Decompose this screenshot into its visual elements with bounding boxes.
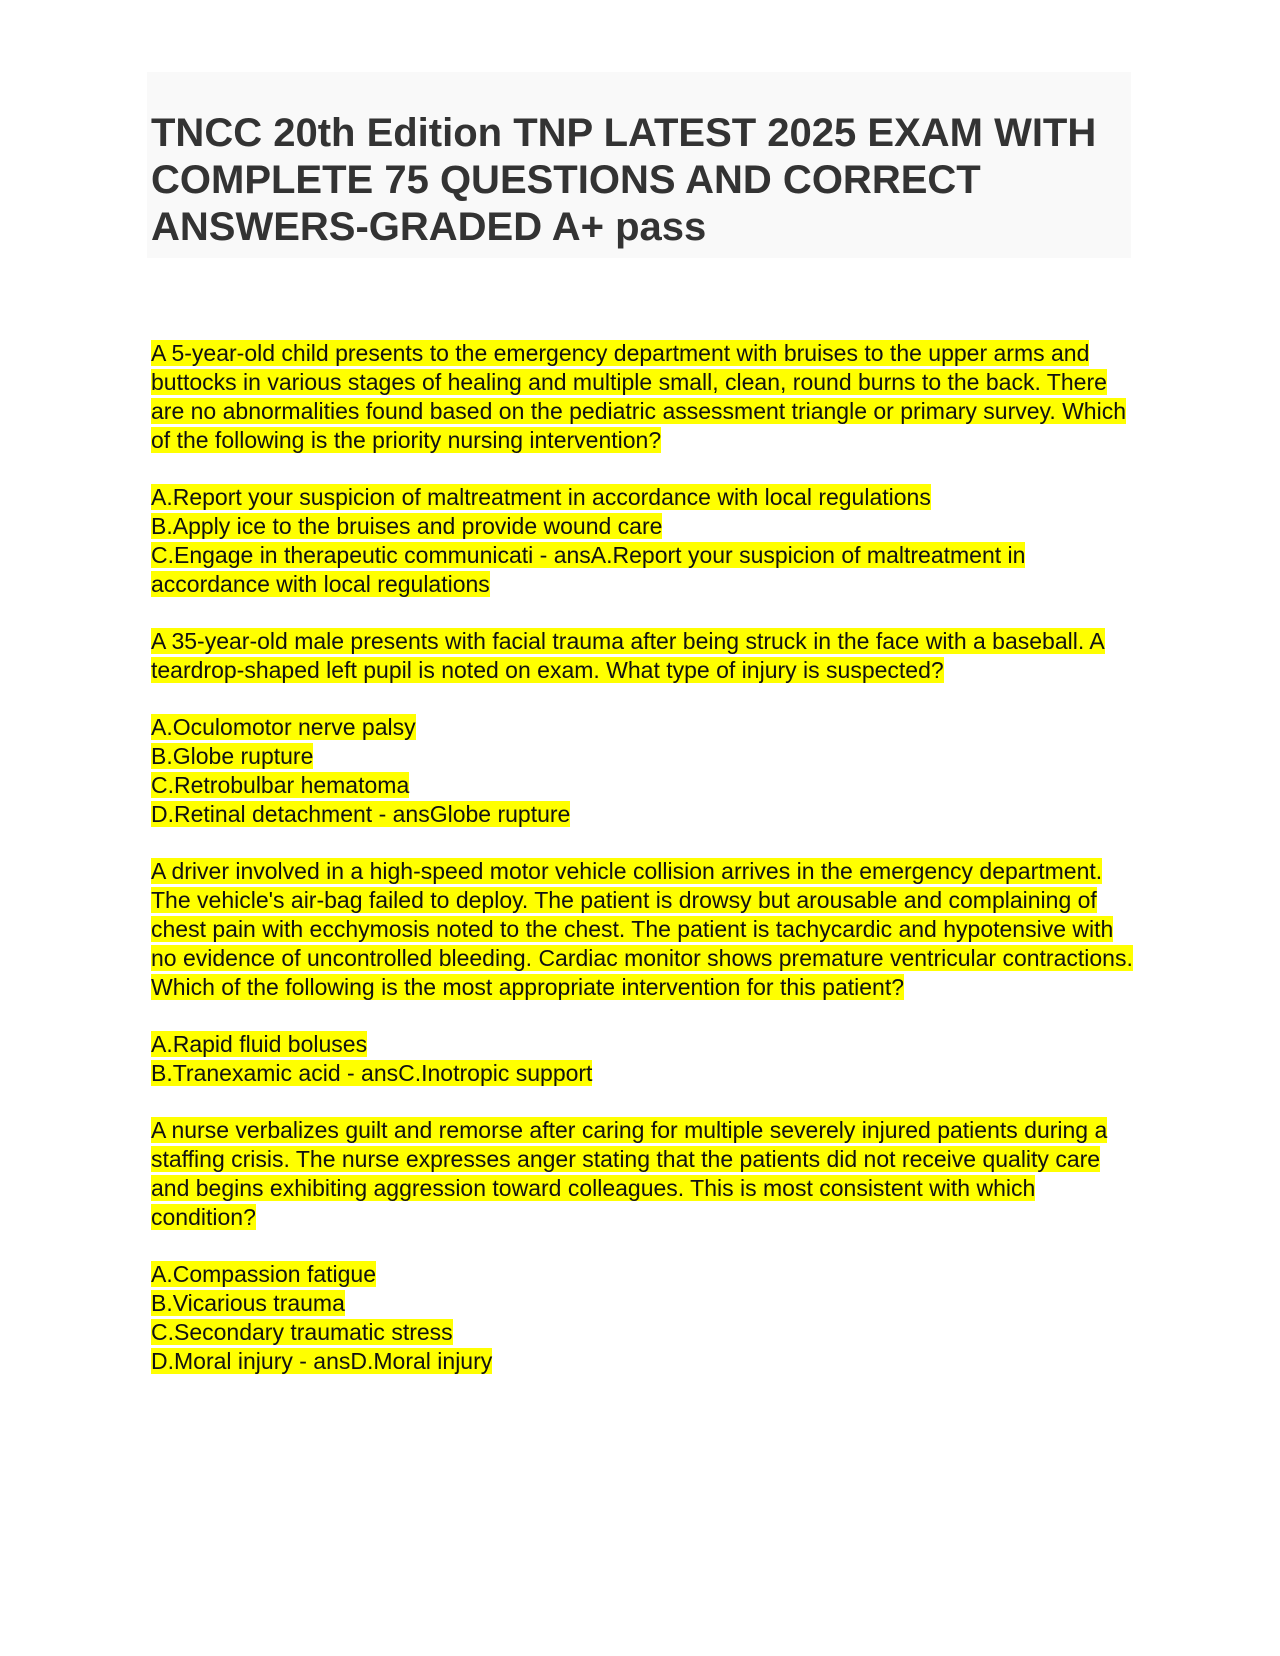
- option-text: C.Secondary traumatic stress: [151, 1319, 453, 1345]
- option-line: [151, 1030, 1136, 1059]
- option-text: C.Retrobulbar hematoma: [151, 772, 410, 798]
- question-4-options: [151, 1260, 1136, 1376]
- option-line: [151, 1318, 1136, 1347]
- option-line: [151, 742, 1136, 771]
- question-3-stem: [151, 857, 1136, 1002]
- document-title: TNCC 20th Edition TNP LATEST 2025 EXAM WITH COMPLETE 75 QUESTIONS AND CORRECT ANSWERS-GRADED A+ pass: [151, 111, 1097, 249]
- option-line: [151, 1260, 1136, 1289]
- option-text: B.Globe rupture: [151, 743, 314, 769]
- option-text: D.Moral injury - ansD.Moral injury: [151, 1348, 493, 1374]
- question-2-stem: [151, 627, 1136, 685]
- question-2-options: [151, 713, 1136, 829]
- option-text: C.Engage in therapeutic communicati - ansA.Report your suspicion of maltreatment in accordance with local regulations: [151, 542, 1026, 597]
- option-text: A.Rapid fluid boluses: [151, 1031, 368, 1057]
- option-line: [151, 1059, 1136, 1088]
- option-line: [151, 483, 1136, 512]
- option-text: B.Apply ice to the bruises and provide wound care: [151, 513, 663, 539]
- option-text: A.Report your suspicion of maltreatment in accordance with local regulations: [151, 484, 931, 510]
- option-line: [151, 771, 1136, 800]
- question-3-options: [151, 1030, 1136, 1088]
- question-1-options: [151, 483, 1136, 599]
- question-4-stem: [151, 1116, 1136, 1232]
- option-line: [151, 541, 1136, 599]
- option-text: A.Oculomotor nerve palsy: [151, 714, 416, 740]
- question-stem-text: A driver involved in a high-speed motor vehicle collision arrives in the emergency department. The vehicle's air-bag failed to deploy. The patient is drowsy but arousable and complaining of chest pain with ecchymosis noted to the chest. The patient is tachycardic and hypotensive with no evidence of uncontrolled bleeding. Cardiac monitor shows premature ventricular contractions. Which of the following is the most appropriate intervention for this patient?: [151, 858, 1133, 1000]
- question-1-stem: [151, 339, 1136, 455]
- option-text: A.Compassion fatigue: [151, 1261, 377, 1287]
- option-line: [151, 512, 1136, 541]
- question-stem-text: A 35-year-old male presents with facial trauma after being struck in the face with a baseball. A teardrop-shaped left pupil is noted on exam. What type of injury is suspected?: [151, 628, 1105, 683]
- option-text: B.Tranexamic acid - ansC.Inotropic support: [151, 1060, 593, 1086]
- question-stem-text: A nurse verbalizes guilt and remorse after caring for multiple severely injured patients during a staffing crisis. The nurse expresses anger stating that the patients did not receive quality care and begins exhibiting aggression toward colleagues. This is most consistent with which condition?: [151, 1117, 1108, 1230]
- document-body: [151, 339, 1136, 1404]
- option-line: [151, 713, 1136, 742]
- option-text: B.Vicarious trauma: [151, 1290, 345, 1316]
- option-line: [151, 800, 1136, 829]
- question-stem-text: A 5-year-old child presents to the emergency department with bruises to the upper arms and buttocks in various stages of healing and multiple small, clean, round burns to the back. There are no abnormalities found based on the pediatric assessment triangle or primary survey. Which of the following is the priority nursing intervention?: [151, 340, 1126, 453]
- option-line: [151, 1347, 1136, 1376]
- option-text: D.Retinal detachment - ansGlobe rupture: [151, 801, 571, 827]
- option-line: [151, 1289, 1136, 1318]
